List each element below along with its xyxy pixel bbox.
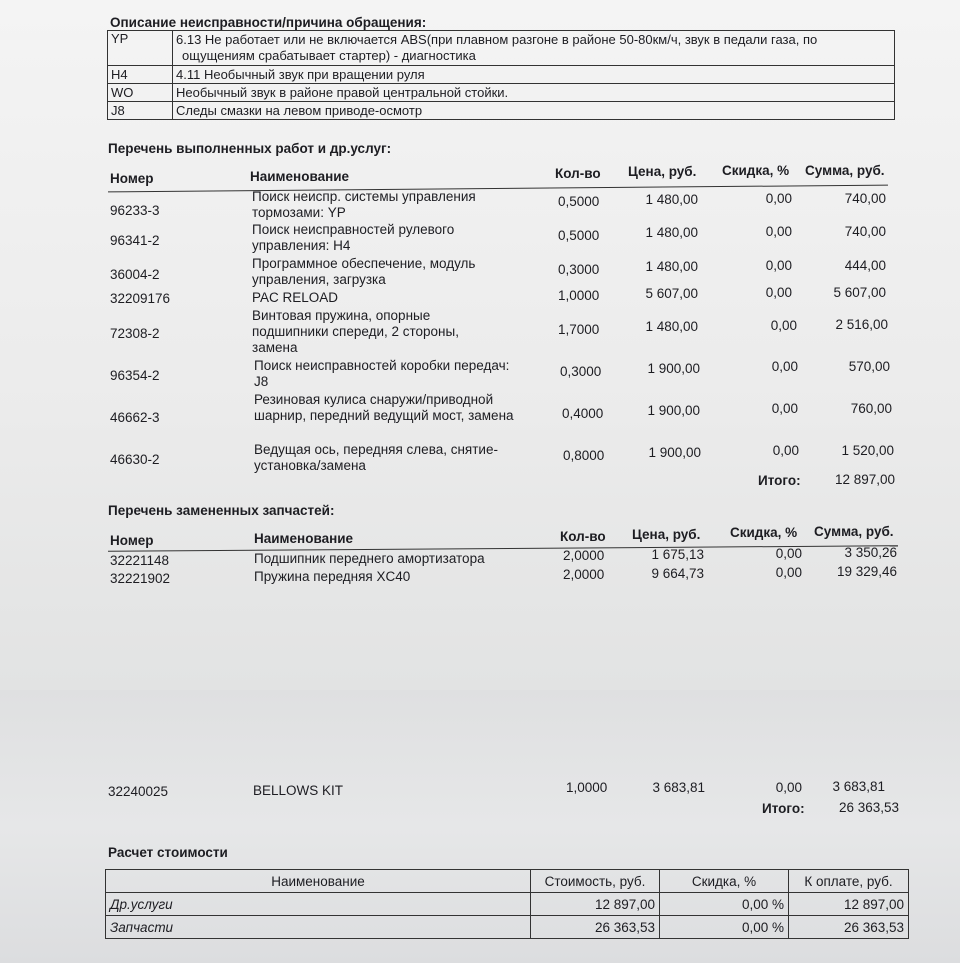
row-sum: 740,00 xyxy=(844,224,886,239)
parts-header-name: Наименование xyxy=(254,531,354,546)
cost-row-disc: 0,00 % xyxy=(660,893,789,916)
table-row xyxy=(106,893,909,916)
cost-header-disc: Скидка, % xyxy=(660,870,789,893)
fault-description-line: ощущениям срабатывает стартер) - диагностика xyxy=(182,48,476,63)
parts-header-price: Цена, руб. xyxy=(632,527,701,542)
works-header-sum: Сумма, руб. xyxy=(805,163,885,178)
row-disc: 0,00 xyxy=(765,258,792,273)
row-num: 96233-3 xyxy=(110,203,160,218)
parts-total-label: Итого: xyxy=(762,801,805,816)
fault-description xyxy=(173,31,895,66)
row-sum: 5 607,00 xyxy=(833,285,886,300)
works-header-disc: Скидка, % xyxy=(722,163,790,178)
fault-description: Следы смазки на левом приводе-осмотр xyxy=(173,102,895,120)
fault-code: WO xyxy=(108,84,173,102)
row-num: 96354-2 xyxy=(110,368,160,383)
invoice-page-2 xyxy=(0,690,960,963)
fault-description: Необычный звук в районе правой центральной стойки. xyxy=(173,84,895,102)
row-sum: 2 516,00 xyxy=(835,317,888,332)
row-qty: 1,0000 xyxy=(558,288,600,303)
cost-header-name: Наименование xyxy=(106,870,531,893)
row-price: 1 480,00 xyxy=(645,225,698,240)
works-header-name: Наименование xyxy=(250,169,350,184)
row-num: 32221902 xyxy=(110,571,171,586)
row-sum: 3 350,26 xyxy=(844,545,897,560)
row-num: 72308-2 xyxy=(110,326,160,341)
cost-row-cost: 12 897,00 xyxy=(531,893,660,916)
row-disc: 0,00 xyxy=(772,443,799,458)
row-disc: 0,00 xyxy=(765,191,792,206)
row-name: Программное обеспечение, модуль управления, загрузка xyxy=(252,256,476,287)
cost-title: Расчет стоимости xyxy=(108,845,228,860)
row-disc: 0,00 xyxy=(771,401,798,416)
row-disc: 0,00 xyxy=(775,565,802,580)
row-name: Поиск неисправностей коробки передач: J8 xyxy=(254,358,510,389)
row-sum: 570,00 xyxy=(848,359,890,374)
row-disc: 0,00 xyxy=(775,546,802,561)
row-qty: 0,3000 xyxy=(558,262,600,277)
row-num: 46662-3 xyxy=(110,410,160,425)
works-total-label: Итого: xyxy=(758,473,801,488)
row-sum: 740,00 xyxy=(844,191,886,206)
table-row xyxy=(106,916,909,939)
row-qty: 1,0000 xyxy=(566,780,608,795)
row-num: 32221148 xyxy=(110,553,170,568)
row-sum: 760,00 xyxy=(850,401,892,416)
row-sum: 444,00 xyxy=(844,258,886,273)
cost-row-name: Др.услуги xyxy=(106,893,531,916)
faults-title: Описание неисправности/причина обращения: xyxy=(110,15,427,30)
cost-row-name: Запчасти xyxy=(106,916,531,939)
fault-description-line: 6.13 Не работает или не включается ABS(при плавном разгоне в районе 50-80км/ч, звук в педали газа, по xyxy=(176,32,818,47)
fault-row xyxy=(108,66,895,84)
row-name: Резиновая кулиса снаружи/приводной шарнир, передний ведущий мост, замена xyxy=(254,392,514,423)
row-name: Поиск неиспр. системы управления тормозами: YP xyxy=(252,189,476,220)
row-name: BELLOWS KIT xyxy=(253,783,344,798)
works-title: Перечень выполненных работ и др.услуг: xyxy=(108,141,392,156)
row-price: 1 675,13 xyxy=(651,547,704,562)
works-header-qty: Кол-во xyxy=(555,166,601,181)
row-qty: 2,0000 xyxy=(563,567,605,582)
row-disc: 0,00 xyxy=(775,780,802,795)
row-price: 1 900,00 xyxy=(647,403,700,418)
fault-row xyxy=(108,102,895,120)
parts-header-sum: Сумма, руб. xyxy=(814,524,894,539)
works-header-price: Цена, руб. xyxy=(628,164,697,179)
fault-row xyxy=(108,84,895,102)
row-qty: 0,4000 xyxy=(562,406,604,421)
row-disc: 0,00 xyxy=(765,224,792,239)
row-price: 1 900,00 xyxy=(647,361,700,376)
row-name: Ведущая ось, передняя слева, снятие-установка/замена xyxy=(254,442,498,473)
row-num: 46630-2 xyxy=(110,452,160,467)
row-disc: 0,00 xyxy=(765,285,792,300)
row-disc: 0,00 xyxy=(771,359,798,374)
row-disc: 0,00 xyxy=(770,318,797,333)
fault-code: H4 xyxy=(108,66,173,84)
row-qty: 0,5000 xyxy=(558,194,600,209)
row-sum: 19 329,46 xyxy=(836,564,897,579)
row-name: Поиск неисправностей рулевого управления: H4 xyxy=(252,222,455,253)
row-sum: 3 683,81 xyxy=(832,779,885,794)
faults-table xyxy=(107,30,895,120)
row-num: 36004-2 xyxy=(110,267,160,282)
row-price: 1 900,00 xyxy=(648,445,701,460)
cost-header-pay: К оплате, руб. xyxy=(789,870,909,893)
row-price: 1 480,00 xyxy=(645,192,698,207)
fault-description: 4.11 Необычный звук при вращении руля xyxy=(173,66,895,84)
works-total-value: 12 897,00 xyxy=(834,472,895,487)
parts-total-value: 26 363,53 xyxy=(838,800,899,815)
parts-header-disc: Скидка, % xyxy=(730,525,798,540)
row-price: 1 480,00 xyxy=(645,259,698,274)
cost-row-pay: 26 363,53 xyxy=(789,916,909,939)
works-header-num: Номер xyxy=(110,171,154,186)
fault-code: YP xyxy=(108,31,173,66)
row-name: Винтовая пружина, опорные подшипники спереди, 2 стороны, замена xyxy=(252,308,459,355)
parts-title: Перечень замененных запчастей: xyxy=(108,503,335,518)
row-sum: 1 520,00 xyxy=(841,443,894,458)
row-name: Подшипник переднего амортизатора xyxy=(254,551,485,566)
row-price: 3 683,81 xyxy=(652,780,705,795)
row-num: 32240025 xyxy=(108,784,169,799)
row-price: 5 607,00 xyxy=(645,286,698,301)
cost-row-cost: 26 363,53 xyxy=(531,916,660,939)
row-qty: 2,0000 xyxy=(563,548,605,563)
row-qty: 1,7000 xyxy=(558,322,600,337)
cost-header-cost: Стоимость, руб. xyxy=(531,870,660,893)
parts-header-qty: Кол-во xyxy=(560,529,606,544)
row-qty: 0,8000 xyxy=(563,448,605,463)
cost-header-row xyxy=(106,870,909,893)
cost-row-pay: 12 897,00 xyxy=(789,893,909,916)
row-num: 96341-2 xyxy=(110,233,160,248)
cost-table xyxy=(105,869,909,939)
cost-row-disc: 0,00 % xyxy=(660,916,789,939)
row-price: 1 480,00 xyxy=(645,319,698,334)
row-name: PAC RELOAD xyxy=(252,290,339,305)
row-qty: 0,3000 xyxy=(560,364,602,379)
row-qty: 0,5000 xyxy=(558,228,600,243)
fault-row xyxy=(108,31,895,66)
fault-code: J8 xyxy=(108,102,173,120)
row-num: 32209176 xyxy=(110,291,171,306)
row-name: Пружина передняя XC40 xyxy=(254,569,411,584)
parts-header-num: Номер xyxy=(110,533,154,548)
row-price: 9 664,73 xyxy=(651,566,704,581)
